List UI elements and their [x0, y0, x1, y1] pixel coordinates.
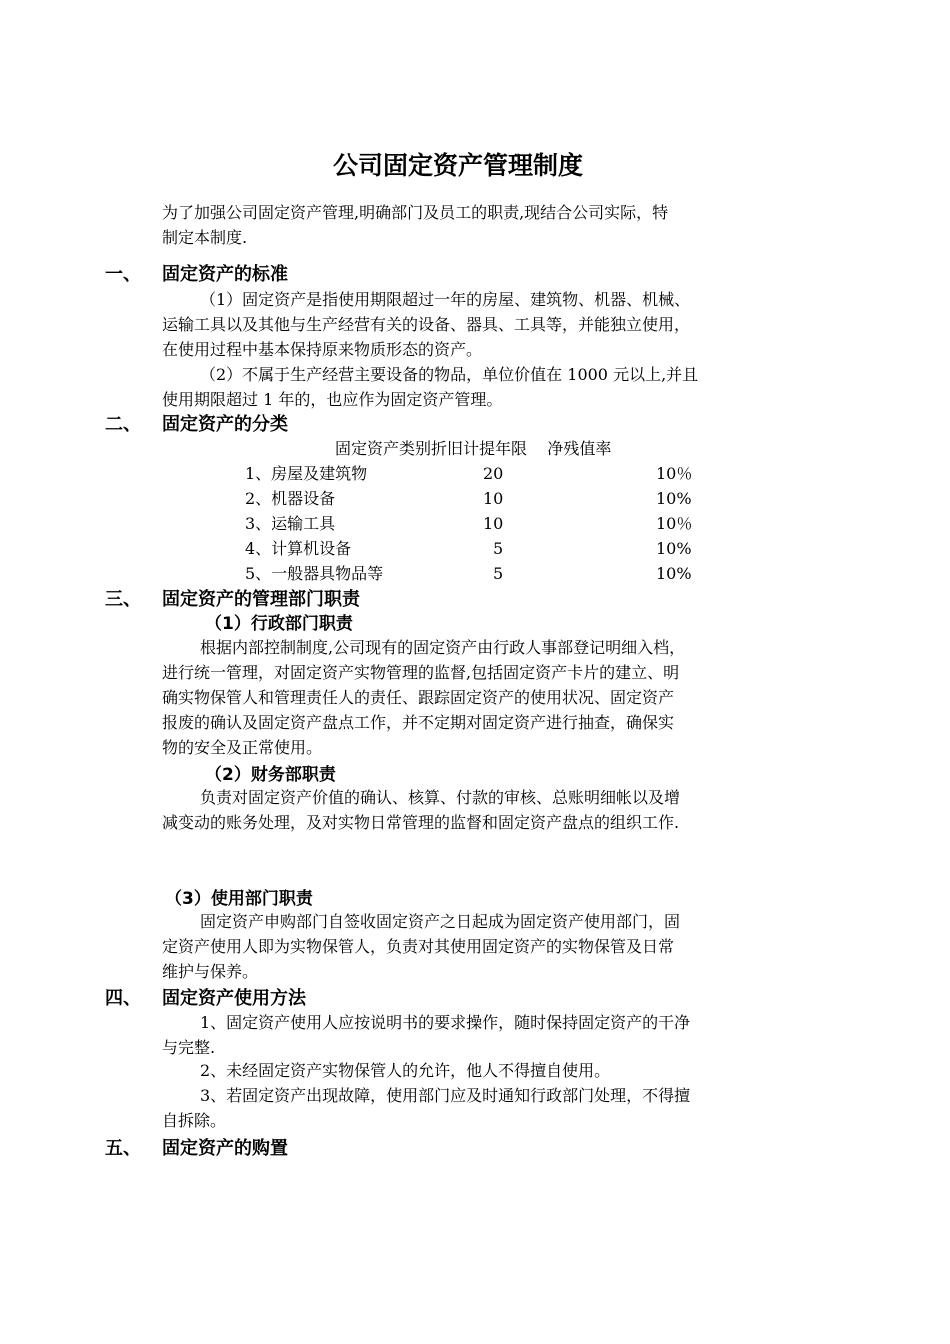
subsection-admin-line-2: 进行统一管理，对固定资产实物管理的监督,包括固定资产卡片的建立、明: [162, 663, 680, 682]
table-row-name: 5、一般器具物品等: [245, 564, 384, 583]
table-row-name: 3、运输工具: [245, 514, 336, 533]
subsection-user-dept-line-1: 固定资产申购部门自签收固定资产之日起成为固定资产使用部门，固: [200, 912, 681, 931]
intro-line-1: 为了加强公司固定资产管理,明确部门及员工的职责,现结合公司实际，特: [162, 203, 669, 222]
section-3-number: 三、: [105, 589, 141, 610]
subsection-user-dept-heading: （3）使用部门职责: [165, 889, 313, 909]
table-row-rate: 10%: [656, 489, 692, 508]
section-5-number: 五、: [105, 1138, 141, 1159]
table-row-years: 20: [483, 464, 504, 483]
section-1-line-5: 使用期限超过 1 年的，也应作为固定资产管理。: [162, 390, 503, 409]
table-row-rate: 10％: [656, 464, 693, 483]
table-row-name: 1、房屋及建筑物: [245, 464, 368, 483]
section-4-line-1: 1、固定资产使用人应按说明书的要求操作，随时保持固定资产的干净: [200, 1013, 691, 1032]
section-4-line-2: 与完整.: [162, 1038, 216, 1057]
classification-table-header: 固定资产类别折旧计提年限 净残值率: [335, 439, 612, 458]
subsection-admin-line-3: 确实物保管人和管理责任人的责任、跟踪固定资产的使用状况、固定资产: [162, 688, 675, 707]
table-row-years: 10: [483, 489, 504, 508]
section-5-heading: 固定资产的购置: [162, 1138, 288, 1159]
subsection-user-dept-line-2: 定资产使用人即为实物保管人，负责对其使用固定资产的实物保管及日常: [162, 937, 675, 956]
table-row-rate: 10%: [656, 539, 692, 558]
subsection-finance-line-2: 减变动的账务处理，及对实物日常管理的监督和固定资产盘点的组织工作.: [162, 813, 680, 832]
section-1-line-1: （1）固定资产是指使用期限超过一年的房屋、建筑物、机器、机械、: [200, 290, 691, 309]
table-row-name: 4、计算机设备: [245, 539, 352, 558]
table-row-years: 5: [493, 539, 504, 558]
section-2-number: 二、: [105, 414, 141, 435]
section-4-number: 四、: [105, 988, 141, 1009]
section-1-heading: 固定资产的标准: [162, 264, 288, 285]
subsection-finance-line-1: 负责对固定资产价值的确认、核算、付款的审核、总账明细帐以及增: [200, 788, 681, 807]
section-4-line-4: 3、若固定资产出现故障，使用部门应及时通知行政部门处理，不得擅: [200, 1086, 691, 1105]
table-row-name: 2、机器设备: [245, 489, 336, 508]
subsection-admin-heading: （1）行政部门职责: [205, 614, 353, 634]
subsection-user-dept-line-3: 维护与保养。: [162, 962, 259, 981]
section-4-line-5: 自拆除。: [162, 1111, 227, 1130]
section-1-line-4: （2）不属于生产经营主要设备的物品，单位价值在 1000 元以上,并且: [200, 365, 699, 384]
subsection-admin-line-4: 报废的确认及固定资产盘点工作，并不定期对固定资产进行抽查，确保实: [162, 713, 675, 732]
table-row-years: 5: [493, 564, 504, 583]
subsection-admin-line-1: 根据内部控制制度,公司现有的固定资产由行政人事部登记明细入档，: [200, 638, 686, 657]
table-row-years: 10: [483, 514, 504, 533]
section-1-line-2: 运输工具以及其他与生产经营有关的设备、器具、工具等，并能独立使用，: [162, 315, 691, 334]
table-row-rate: 10%: [656, 564, 692, 583]
section-2-heading: 固定资产的分类: [162, 414, 288, 435]
section-4-heading: 固定资产使用方法: [162, 988, 306, 1009]
subsection-admin-line-5: 物的安全及正常使用。: [162, 738, 323, 757]
section-4-line-3: 2、未经固定资产实物保管人的允许，他人不得擅自使用。: [200, 1061, 611, 1080]
table-row-rate: 10％: [656, 514, 693, 533]
section-1-number: 一、: [105, 264, 141, 285]
section-1-line-3: 在使用过程中基本保持原来物质形态的资产。: [162, 340, 483, 359]
intro-line-2: 制定本制度.: [162, 228, 248, 247]
section-3-heading: 固定资产的管理部门职责: [162, 589, 360, 610]
subsection-finance-heading: （2）财务部职责: [205, 765, 336, 785]
page-title: 公司固定资产管理制度: [333, 151, 584, 180]
